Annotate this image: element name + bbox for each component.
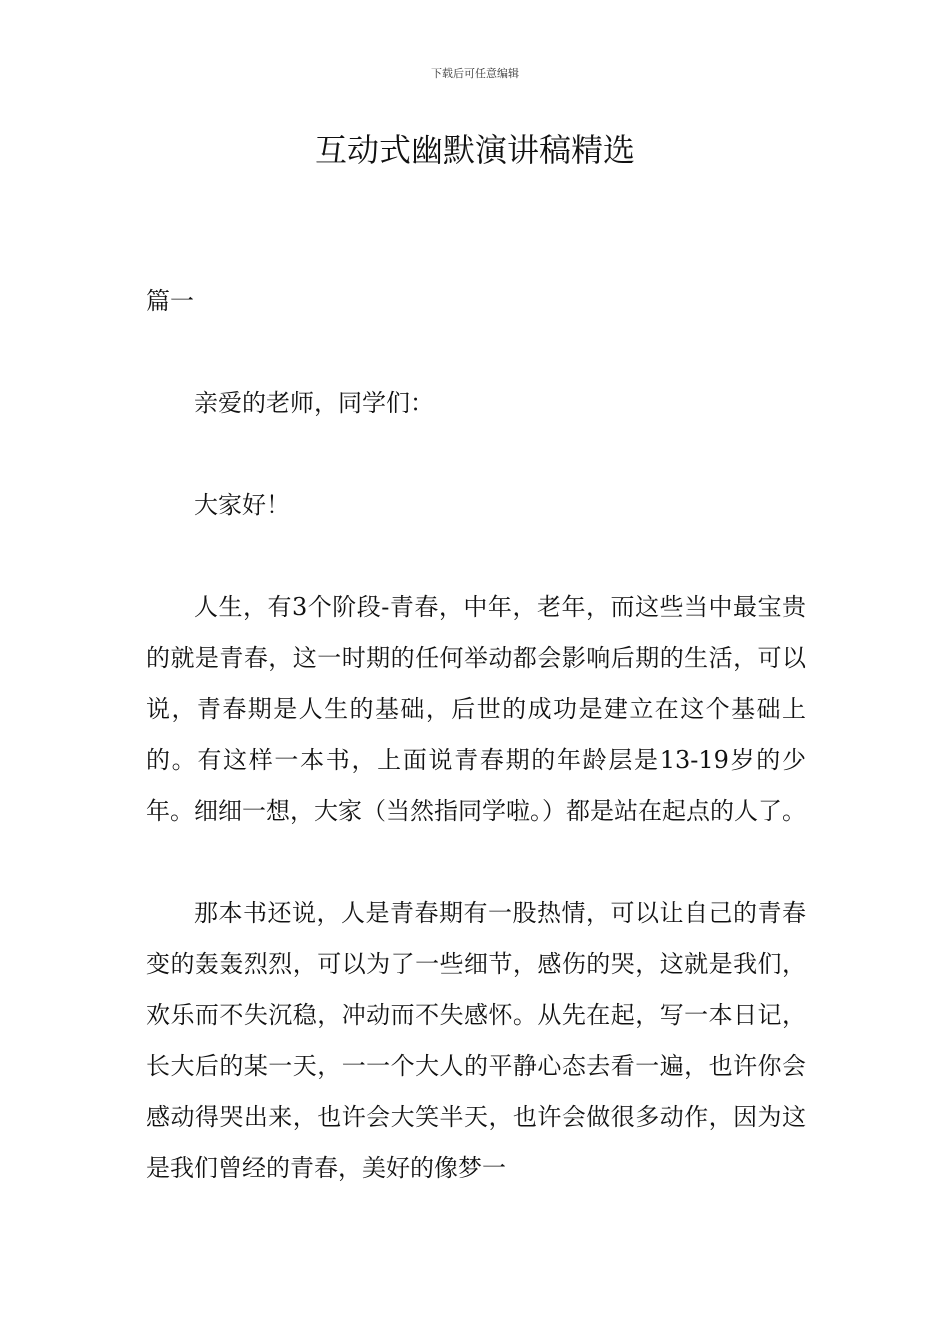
- paragraph-greeting: 大家好！: [194, 491, 290, 519]
- paragraph-salutation: 亲爱的老师，同学们：: [194, 389, 434, 417]
- paragraph-body-2: 那本书还说，人是青春期有一股热情，可以让自己的青春变的轰轰烈烈，可以为了一些细节，感伤的哭，这就是我们，欢乐而不失沉稳，冲动而不失感怀。从先在起，写一本日记，长大后的某一天，一一个大人的平静心态去看一遍，也许你会感动得哭出来，也许会大笑半天，也许会做很多动作，因为这是我们曾经的青春，美好的像梦一: [146, 899, 806, 1182]
- document-title: 互动式幽默演讲稿精选: [314, 131, 635, 169]
- header-note: 下载后可任意编辑: [431, 67, 519, 80]
- paragraph-body-1: 人生，有3个阶段-青春，中年，老年，而这些当中最宝贵的就是青春，这一时期的任何举动都会影响后期的生活，可以说，青春期是人生的基础，后世的成功是建立在这个基础上的。有这样一本书，上面说青春期的年龄层是13-19岁的少年。细细一想，大家（当然指同学啦。）都是站在起点的人了。: [146, 593, 806, 825]
- document-body: [146, 276, 806, 1245]
- section-label: 篇一: [146, 287, 194, 315]
